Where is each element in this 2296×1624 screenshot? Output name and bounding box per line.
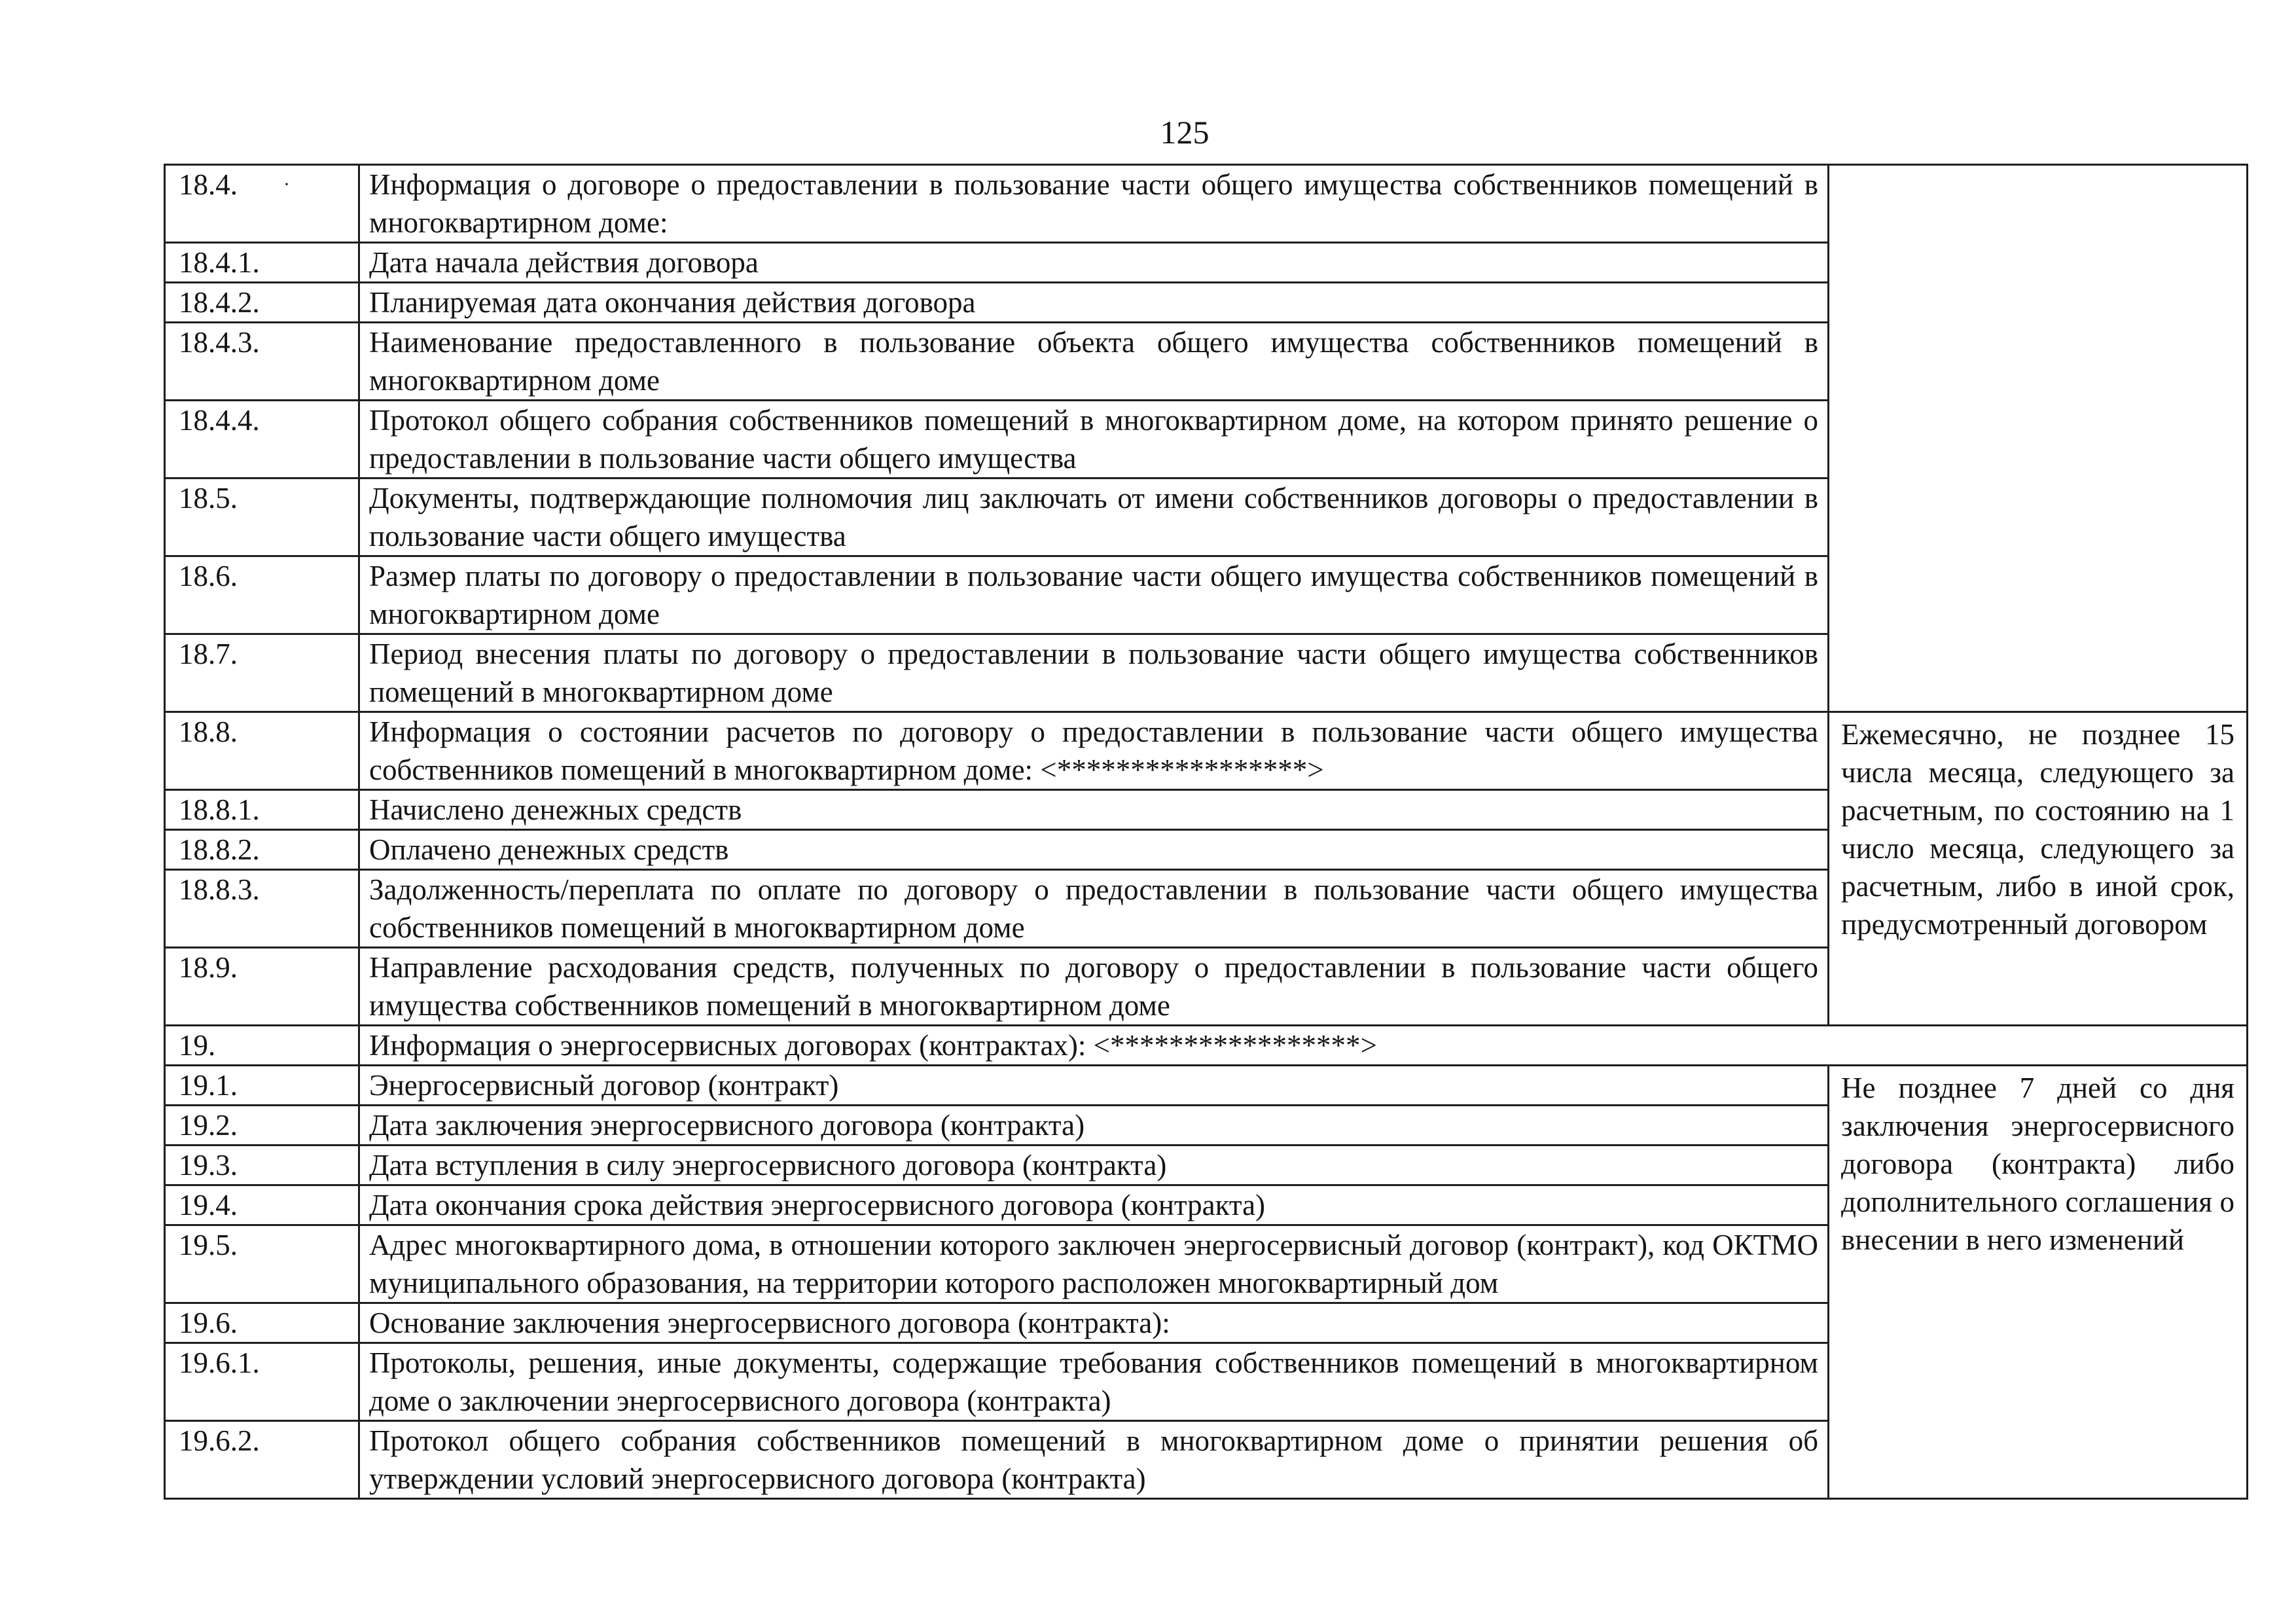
- table-row: [165, 712, 2248, 790]
- row-number: 18.8.2.: [165, 830, 359, 870]
- row-description: Период внесения платы по договору о предоставлении в пользование части общего имущества собственников помещений в многоквартирном доме: [359, 634, 1829, 712]
- row-number: 19.1.: [165, 1066, 359, 1106]
- row-number: 19.6.1.: [165, 1343, 359, 1421]
- row-description: Размер платы по договору о предоставлении в пользование части общего имущества собственников помещений в многоквартирном доме: [359, 556, 1829, 634]
- row-description: Дата заключения энергосервисного договора (контракта): [359, 1106, 1829, 1146]
- row-number: 19.2.: [165, 1106, 359, 1146]
- row-number: 18.4.3.: [165, 323, 359, 401]
- row-number: 18.8.: [165, 712, 359, 790]
- row-number: 18.4. ·: [165, 165, 359, 243]
- row-description: Протокол общего собрания собственников помещений в многоквартирном доме о принятии решения об утверждении условий энергосервисного договора (контракта): [359, 1421, 1829, 1499]
- row-description: Оплачено денежных средств: [359, 830, 1829, 870]
- row-number: 18.8.3.: [165, 870, 359, 948]
- deadline-cell-empty: [1829, 165, 2248, 712]
- row-description: Наименование предоставленного в пользование объекта общего имущества собственников помещений в многоквартирном доме: [359, 323, 1829, 401]
- row-number: 18.5.: [165, 478, 359, 556]
- row-number: 18.7.: [165, 634, 359, 712]
- row-description: Адрес многоквартирного дома, в отношении которого заключен энергосервисный договор (контракт), код ОКТМО муниципального образования, на территории которого расположен многоквартирный дом: [359, 1225, 1829, 1303]
- row-description: Дата начала действия договора: [359, 243, 1829, 283]
- row-description: Дата вступления в силу энергосервисного договора (контракта): [359, 1146, 1829, 1185]
- row-description: Планируемая дата окончания действия договора: [359, 283, 1829, 323]
- row-number: 18.8.1.: [165, 790, 359, 830]
- row-number: 18.4.2.: [165, 283, 359, 323]
- table-row-section: [165, 1026, 2248, 1066]
- row-description: Начислено денежных средств: [359, 790, 1829, 830]
- row-description: Информация о состоянии расчетов по договору о предоставлении в пользование части общего имущества собственников помещений в многоквартирном доме: <*****************>: [359, 712, 1829, 790]
- row-description: Протоколы, решения, иные документы, содержащие требования собственников помещений в многоквартирном доме о заключении энергосервисного договора (контракта): [359, 1343, 1829, 1421]
- row-number: 18.4.1.: [165, 243, 359, 283]
- table-row: [165, 165, 2248, 243]
- row-number: 19.4.: [165, 1185, 359, 1225]
- row-description: Направление расходования средств, полученных по договору о предоставлении в пользование части общего имущества собственников помещений в многоквартирном доме: [359, 948, 1829, 1026]
- row-number: 19.: [165, 1026, 359, 1066]
- deadline-cell-energy-contracts: Не позднее 7 дней со дня заключения энергосервисного договора (контракта) либо дополнительного соглашения о внесении в него изменений: [1829, 1066, 2248, 1499]
- document-table: [164, 164, 2248, 1500]
- row-number: 18.6.: [165, 556, 359, 634]
- row-description: Основание заключения энергосервисного договора (контракта):: [359, 1303, 1829, 1343]
- row-number: 19.5.: [165, 1225, 359, 1303]
- row-description: Дата окончания срока действия энергосервисного договора (контракта): [359, 1185, 1829, 1225]
- row-description: Документы, подтверждающие полномочия лиц заключать от имени собственников договоры о предоставлении в пользование части общего имущества: [359, 478, 1829, 556]
- row-number: 18.9.: [165, 948, 359, 1026]
- row-number: 19.6.: [165, 1303, 359, 1343]
- scan-dot-mark: ·: [283, 173, 290, 195]
- table-row: [165, 1066, 2248, 1106]
- row-number: 19.6.2.: [165, 1421, 359, 1499]
- page-number: 125: [1160, 114, 1210, 151]
- row-description: Энергосервисный договор (контракт): [359, 1066, 1829, 1106]
- row-number: 18.4.4.: [165, 401, 359, 478]
- row-description: Протокол общего собрания собственников помещений в многоквартирном доме, на котором принято решение о предоставлении в пользование части общего имущества: [359, 401, 1829, 478]
- row-description: Задолженность/переплата по оплате по договору о предоставлении в пользование части общего имущества собственников помещений в многоквартирном доме: [359, 870, 1829, 948]
- deadline-cell-settlements: Ежемесячно, не позднее 15 числа месяца, следующего за расчетным, по состоянию на 1 число месяца, следующего за расчетным, либо в иной срок, предусмотренный договором: [1829, 712, 2248, 1026]
- row-number: 19.3.: [165, 1146, 359, 1185]
- row-description: Информация о энергосервисных договорах (контрактах): <*****************>: [359, 1026, 2248, 1066]
- row-description: Информация о договоре о предоставлении в пользование части общего имущества собственников помещений в многоквартирном доме:: [359, 165, 1829, 243]
